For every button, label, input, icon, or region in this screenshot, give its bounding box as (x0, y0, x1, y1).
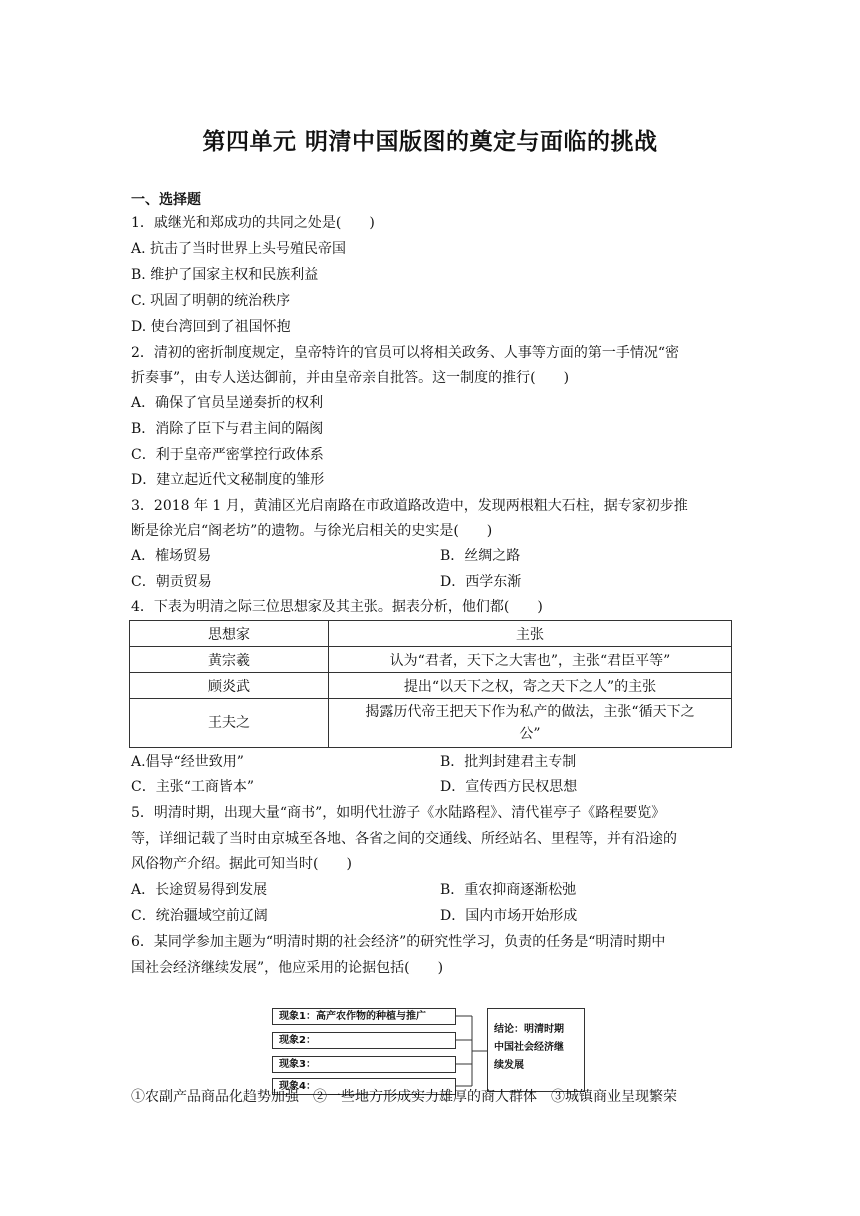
table-cell-view: 认为“君者，天下之大害也”，主张“君臣平等” (329, 647, 732, 673)
question-4-option-d: D．宣传西方民权思想 (440, 779, 578, 795)
question-2-stem-line2: 折奏事”，由专人送达御前，并由皇帝亲自批答。这一制度的推行( ) (131, 370, 570, 386)
table-header-view: 主张 (329, 621, 732, 647)
page-title: 第四单元 明清中国版图的奠定与面临的挑战 (202, 129, 658, 155)
table-cell-view-line1: 揭露历代帝王把天下作为私产的做法，主张“循天下之 (365, 704, 695, 720)
table-row (130, 647, 732, 673)
question-2-stem-line1: 2．清初的密折制度规定，皇帝特许的官员可以将相关政务、人事等方面的第一手情况“密 (131, 345, 680, 361)
question-1-option-a: A. 抗击了当时世界上头号殖民帝国 (131, 241, 347, 257)
question-3-option-d: D．西学东渐 (440, 574, 522, 590)
question-3-option-a: A．榷场贸易 (131, 548, 212, 564)
table-header-row (130, 621, 732, 647)
question-5-stem-line3: 风俗物产介绍。据此可知当时( ) (131, 856, 352, 872)
question-3-option-c: C．朝贡贸易 (131, 574, 212, 590)
question-2-option-d: D．建立起近代文秘制度的雏形 (131, 472, 325, 488)
question-1-stem: 1．戚继光和郑成功的共同之处是( ) (131, 215, 375, 231)
diagram-conclusion-line2: 中国社会经济继 (494, 1042, 564, 1053)
table-cell-view (329, 699, 732, 748)
table-row (130, 699, 732, 748)
question-5-option-c: C．统治疆域空前辽阔 (131, 908, 268, 924)
question-4-option-c: C．主张“工商皆本” (131, 779, 255, 795)
table-cell-view: 提出“以天下之权，寄之天下之人”的主张 (329, 673, 732, 699)
question-5-option-b: B．重农抑商逐渐松弛 (440, 882, 577, 898)
diagram-item-4: 现象4： (272, 1078, 456, 1095)
question-4-stem: 4．下表为明清之际三位思想家及其主张。据表分析，他们都( ) (131, 599, 543, 615)
table-cell-thinker: 王夫之 (130, 699, 329, 748)
diagram-conclusion-line3: 续发展 (494, 1060, 524, 1071)
diagram-item-3: 现象3： (272, 1056, 456, 1073)
diagram-item-2: 现象2： (272, 1032, 456, 1049)
table-cell-view-line2: 公” (519, 726, 541, 742)
question-2-option-c: C．利于皇帝严密掌控行政体系 (131, 447, 324, 463)
question-3-option-b: B．丝绸之路 (440, 548, 521, 564)
table-header-thinker: 思想家 (130, 621, 329, 647)
question-4-option-a: A.倡导“经世致用” (131, 754, 244, 770)
question-5-stem-line2: 等，详细记载了当时由京城至各地、各省之间的交通线、所经站名、里程等，并有沿途的 (131, 831, 677, 847)
question-5-stem-line1: 5．明清时期，出现大量“商书”，如明代壮游子《水陆路程》、清代崔亭子《路程要览》 (131, 805, 666, 821)
question-6-choices: ①农副产品商品化趋势加强 ②一些地方形成实力雄厚的商人群体 ③城镇商业呈现繁荣 (131, 1089, 677, 1105)
question-3-stem-line1: 3．2018 年 1 月，黄浦区光启南路在市政道路改造中，发现两根粗大石柱，据专家初步推 (131, 498, 688, 514)
question-1-option-b: B. 维护了国家主权和民族利益 (131, 267, 319, 283)
question-5-option-a: A．长途贸易得到发展 (131, 882, 268, 898)
question-4-option-b: B．批判封建君主专制 (440, 754, 577, 770)
question-1-option-c: C. 巩固了明朝的统治秩序 (131, 293, 291, 309)
evidence-diagram (272, 1008, 592, 1092)
table-row (130, 673, 732, 699)
question-3-stem-line2: 断是徐光启“阁老坊”的遗物。与徐光启相关的史实是( ) (131, 523, 493, 539)
question-6-stem-line1: 6．某同学参加主题为“明清时期的社会经济”的研究性学习，负责的任务是“明清时期中 (131, 934, 666, 950)
diagram-conclusion-line1: 结论：明清时期 (494, 1024, 564, 1035)
question-6-stem-line2: 国社会经济继续发展”，他应采用的论据包括( ) (131, 960, 444, 976)
section-heading: 一、选择题 (131, 192, 201, 208)
question-5-option-d: D．国内市场开始形成 (440, 908, 578, 924)
table-cell-thinker: 顾炎武 (130, 673, 329, 699)
question-2-option-a: A．确保了官员呈递奏折的权利 (131, 395, 324, 411)
question-1-option-d: D. 使台湾回到了祖国怀抱 (131, 319, 291, 335)
table-cell-thinker: 黄宗羲 (130, 647, 329, 673)
diagram-item-1: 现象1：高产农作物的种植与推广 (272, 1008, 456, 1025)
thinkers-table (129, 620, 732, 748)
diagram-conclusion (487, 1008, 585, 1092)
question-2-option-b: B．消除了臣下与君主间的隔阂 (131, 421, 324, 437)
